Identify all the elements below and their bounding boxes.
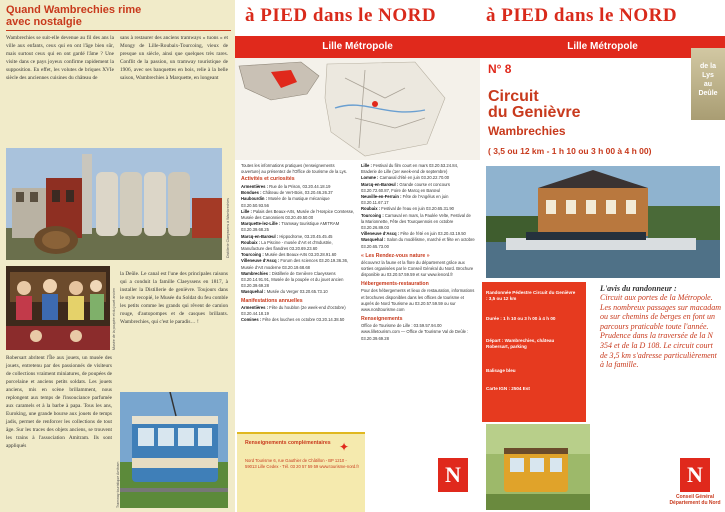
list-item: Bondues : Château de Vert-Bois, 03.20.46.26.37 [241, 190, 333, 196]
panel-nostalgie [0, 0, 235, 512]
title-rule [6, 30, 231, 31]
events-list-right [361, 163, 475, 342]
tram-riverside-photo [486, 424, 590, 510]
list-item: Comines : Fête des louches en octobre 03.20.14.38.50 [241, 317, 345, 323]
list-item: Roubaix : La Piscine - musée d'Art et d'Industrie, Manufacture des flandres 03.20.69.23.60 [241, 239, 333, 252]
brand-logo [245, 5, 436, 27]
circuit-number: N° 8 [488, 62, 512, 76]
list-item: Neuville-en-Ferrain : Fête de l'Angélus en juin 03.20.11.67.17 [361, 194, 449, 206]
dolls-photo [6, 266, 110, 350]
list-item: Marquette-lez-Lille : Tramway touristique AMITRAM 03.20.39.68.25 [241, 221, 340, 233]
list-item: Villeneuve d'Ascq : Fête de l'été en juin 03.20.43.19.50 [361, 231, 466, 237]
walker-icon: ✦ [339, 440, 350, 454]
section-lodging: Hébergements-restauration [361, 281, 429, 288]
text-column-1: Wambrechies se suit-elle devenue au fil des ans la ville aux enfants, ceux qui en ont l'âge bien sûr, mais surtout ceux qui en ont gardé l'âme ? Une visite dans ce pays joyeux confirme rapidement la supposition. En effet, les volutes de briques XVIe siècle des anciennes cuisines du château de [6, 35, 114, 81]
lys-deule-badge: de la Lys au Deûle [691, 48, 725, 120]
circuit-title-1: Circuit [488, 88, 539, 105]
lodging-text: Pour des hébergements et lieux de restauration, informations et brochures disponibles dans les offices de tourisme et auprès de Nord Tourisme au 03.20.57.59.59 ou sur www.nordtourisme.com [361, 288, 475, 313]
list-item: Lomme : Carnaval d'été en juin 03.20.22.70.00 [361, 175, 450, 181]
conseil-general-logo: N [438, 458, 468, 492]
list-item: Roubaix : Festival de l'eau en juin 03.20.65.31.90 [361, 206, 454, 212]
list-item: Wasquehal : Salon du modélisme, marché et fête en octobre 03.20.65.73.00 [361, 237, 475, 249]
activities-list [241, 184, 357, 323]
extra-info-box [237, 432, 365, 512]
brand-text: à PIED dans le NORD [486, 5, 678, 26]
advice-text: Circuit aux portes de la Métropole. Les nombreux passages sur macadam ou sur chemins de berges en font un parcours praticable toute l'année. Prudence dans la traversée de la N 354 et de la D 108. Le circuit court de 3,5 km s'adresse particulièrement à la famille. [600, 293, 722, 370]
brand-header [480, 0, 725, 40]
info-duration: Durée : 1 h 10 ou 3 h 00 à 4 h 00 [486, 316, 556, 321]
list-item: Tourcoing : Carnaval en mars, la Paulée Velte, Festival de la Marionnette, Fête des Tourquennois en octobre 03.20.26.89.03 [361, 212, 471, 231]
section-info: Renseignements [361, 316, 403, 323]
hiker-advice [600, 284, 722, 370]
panel-infos [235, 0, 480, 512]
location-map [235, 58, 480, 160]
conseil-general-label: Conseil Général Département du Nord [669, 494, 721, 506]
info-start: Départ : Wambrechies, château Robersart, parking [486, 338, 555, 349]
conseil-general-logo: N [680, 458, 710, 492]
dolls-caption: Musée de la poupée et du jouet ancien [112, 288, 116, 350]
info-panel [482, 282, 586, 422]
list-item: Lille : Festival du film court en mars 03.20.53.24.84, Braderie de Lille (1er week-end de septembre) [361, 163, 459, 175]
distillery-caption: Distillerie Claeyssens à Wambrechies [226, 198, 230, 258]
info-text: Office de Tourisme de Lille : 03.59.57.94.00 www.lilletourism.com — Office de Tourisme Val de Deûle : 03.20.39.69.28 [361, 323, 469, 341]
tram-photo [120, 392, 228, 508]
extra-info-title: Renseignements complémentaires [245, 440, 331, 446]
list-item: Wasquehal : Musée du Verger 03.20.65.73.10 [241, 289, 328, 295]
section-activities: Activités et curiosités [241, 176, 295, 182]
rdv-title: « Les Rendez-vous nature » [361, 252, 430, 259]
list-item: Armentières : Rue de la Prison, 03.20.44.18.19 [241, 184, 331, 189]
distillery-photo [6, 148, 222, 260]
list-item: Armentières : Fête du houblon (2e week-end d'octobre) 03.20.44.18.19 [241, 304, 346, 316]
list-item: Marcq-en-Barœul : Grande course et concours 03.20.72.60.87, Foire de Marcq en Barœul [361, 181, 450, 193]
brand-logo [486, 5, 677, 27]
circuit-subtitle: Wambrechies [488, 124, 566, 138]
intro-text: Toutes les informations pratiques (renseignements ouverture) au présentez de l'Office de tourisme de la Lys. [241, 163, 348, 175]
text-column-3: la Deûle. Le canal est l'une des principales raisons qui a conduit la famille Claeyssens en 1817, à installer la Distillerie de genièvre. Toujours dans le style recopié, le Musée du Soldat du feu comble les petits comme les grands qui rêvent de camion rouge, d'autopompes et de casques brillants. Wambrechies, qui c'est le paradis… ! [120, 271, 228, 325]
circuit-distance: ( 3,5 ou 12 km - 1 h 10 ou 3 h 00 à 4 h 00) [488, 146, 652, 156]
circuit-title-2: du Genièvre [488, 104, 581, 121]
list-item: Marcq-en-Barœul : Hippodrome, 03.20.45.45.45 [241, 233, 333, 239]
section-events: Manifestations annuelles [241, 297, 303, 304]
list-item: Tourcoing : Musée des Beaux-Arts 03.20.28.91.60 [241, 252, 337, 258]
info-map: Carte IGN : 2504 Est [486, 386, 530, 391]
info-marking: Balisage bleu [486, 368, 516, 373]
banner-label: Lille Métropole [322, 41, 393, 52]
panel-cover [480, 0, 725, 512]
brand-header [235, 0, 480, 40]
chateau-photo [486, 166, 720, 278]
info-distance: Randonnée Pédestre Circuit du Genièvre : 3,5 ou 12 km [486, 290, 576, 301]
list-item: Haubourdin : Musée de la musique mécanique 03.20.50.93.56 [241, 196, 330, 208]
brand-text: à PIED dans le NORD [245, 5, 437, 26]
extra-info-text: Nord Tourisme 6, rue Gauthier de Châtillon - BP 1210 - 59013 Lille Cedex - Tél. 03 20 57 59 59 www.tourisme-nord.fr [245, 458, 359, 470]
list-item: Wambrechies : Distillerie de Genièvre Claeyssens 03.20.14.91.91, Musée de la poupée et du jouet ancien 03.20.39.69.28 [241, 270, 344, 289]
list-item: Villeneuve d'Ascq : Forum des sciences 03.20.19.36.36, Musée d'Art moderne 03.20.19.68.68 [241, 258, 349, 270]
rdv-text: découvrez la faune et la flore du département grâce aux sorties organisées par le Conseil Général du Nord. Brochure disponible au 03.20.57.59.59 et sur www.lenord.fr [361, 259, 474, 278]
text-column-2: sans à restaurer des anciens tramways « tuons » et Mongy de Lille-Roubaix-Tourcoing, vieux de presque un siècle, ainsi que quelques très rares. Conflit de la passion, un tramway touristique de 1906, avec ses banquettes en bois, relie à la belle saison, Wambrechies à Marquette, en longeant [120, 35, 228, 81]
list-item: Lille : Palais des Beaux-Arts, Musée de l'Hospice Comtesse, Musée des Canonniers 03.20.49.50.00 [241, 208, 355, 221]
text-column-4: Robersart abritent l'Île aux jouets, un musée des jouets, entretenu par des passionnés de visiteurs de collections vraiment miniatures, de poupées de porcelaine et anciens petits soldats. Les jouets anciens, mis en scène brillamment, nous replongent aux temps de l'insouciance parfumée aux caramels et à la barbe à papa. Tous les ans, Euroking, une grande bourse aux jouets de temps jadis, permet de renforcer les collections de tout âge. Sur les traces des objets anciens, se trouvent les trains à l'association Amitram. Ils sont appliqués [6, 355, 112, 449]
article-title: Quand Wambrechies rime avec nostalgie [6, 4, 142, 28]
advice-title: L'avis du randonneur : [600, 284, 677, 293]
tram-caption: Tramway touristique Amitram [116, 461, 120, 508]
banner-label: Lille Métropole [567, 41, 638, 52]
